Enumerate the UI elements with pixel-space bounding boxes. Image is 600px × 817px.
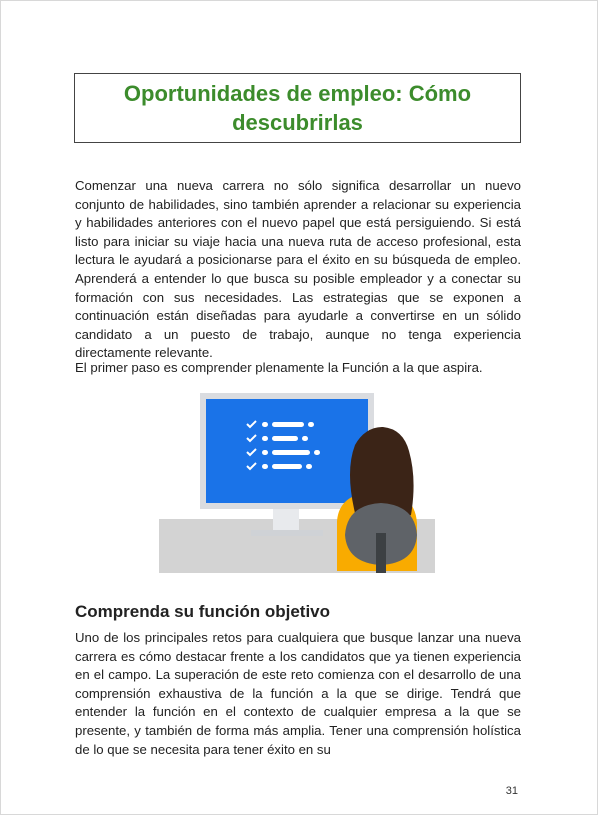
monitor-base (251, 530, 323, 536)
chair-post (376, 533, 386, 573)
page-title: Oportunidades de empleo: Cómo descubrirlas (123, 81, 472, 135)
page-number: 31 (505, 785, 518, 797)
section-paragraph: Uno de los principales retos para cualquiera que busque lanzar una nueva carrera es cómo destacar frente a los candidatos que ya tienen experiencia en el campo. La superación de este reto comienza con el desarrollo de una comprensión exhaustiva de la función a la que se dirige. Tendrá que entender la función en el contexto de cualquier empresa a la que se presente, y también de forma más amplia. Tener una comprensión holística de lo que se necesita para tener éxito en su (75, 630, 521, 757)
intro-paragraph: Comenzar una nueva carrera no sólo significa desarrollar un nuevo conjunto de habilidades, sino también aprender a relacionar su experiencia y habilidades anteriores con el nuevo papel que está persiguiendo. Si está listo para iniciar su viaje hacia una nueva ruta de acceso profesional, esta lectura le ayudará a posicionarse para el éxito en su búsqueda de empleo. Aprenderá a entender lo que busca su posible empleador y a conectar su formación con sus necesidades. Las estrategias que se exponen a continuación están diseñadas para ayudarle a convertirse en un sólido candidato a un puesto de trabajo, aunque no tenga experiencia directamente relevante. (75, 178, 521, 361)
section-heading: Comprenda su función objetivo (75, 602, 331, 621)
monitor-stand (273, 505, 299, 533)
person-at-computer-checklist-illustration (159, 393, 435, 573)
first-step-line: El primer paso es comprender plenamente la Función a la que aspira. (75, 360, 483, 375)
title-box (74, 73, 521, 143)
